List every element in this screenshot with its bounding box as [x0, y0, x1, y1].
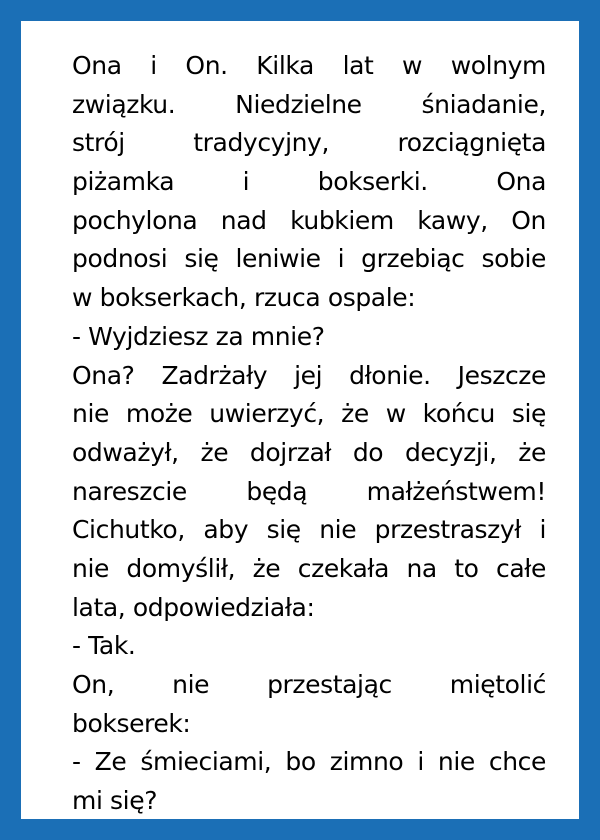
story-line-12: nareszcie będą małżeństwem!: [72, 476, 546, 506]
story-line-3: strój tradycyjny, rozciągnięta: [72, 128, 546, 158]
story-line-1: Ona i On. Kilka lat w wolnym: [72, 51, 546, 80]
text-card: [21, 21, 579, 819]
story-line-17: On, nie przestając miętolić: [72, 670, 546, 699]
story-line-14: nie domyślił, że czekała na to całe: [72, 553, 546, 583]
story-line-7: w bokserkach, rzuca ospale:: [72, 283, 416, 313]
story-line-16: - Tak.: [72, 631, 136, 661]
story-line-15: lata, odpowiedziała:: [72, 592, 315, 622]
story-line-8: - Wyjdziesz za mnie?: [72, 321, 325, 351]
story-line-18: bokserek:: [72, 708, 191, 738]
story-line-13: Cichutko, aby się nie przestraszył i: [72, 515, 546, 545]
story-line-4: piżamka i bokserki. Ona: [72, 167, 546, 197]
story-line-11: odważył, że dojrzał do decyzji, że: [72, 437, 546, 467]
story-line-2: związku. Niedzielne śniadanie,: [72, 89, 546, 119]
story-line-6: podnosi się leniwie i grzebiąc sobie: [72, 244, 546, 274]
story-line-9: Ona? Zadrżały jej dłonie. Jeszcze: [72, 360, 546, 390]
story-text: [72, 47, 546, 821]
story-line-19: - Ze śmieciami, bo zimno i nie chce: [72, 747, 546, 777]
story-line-10: nie może uwierzyć, że w końcu się: [72, 399, 546, 429]
story-line-5: pochylona nad kubkiem kawy, On: [72, 205, 546, 235]
story-line-20: mi się?: [72, 786, 158, 816]
